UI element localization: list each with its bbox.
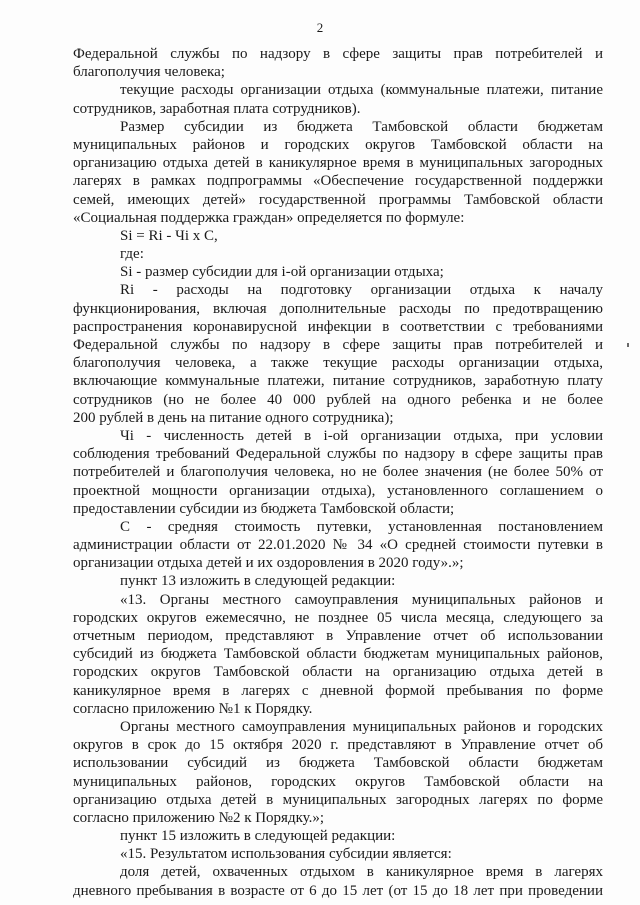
page-number: 2: [316, 20, 324, 35]
text-line: включающие коммунальные платежи, питание сотрудников, заработную плату: [73, 373, 603, 390]
text-line: сотрудников, заработная плата сотрудников).: [73, 100, 361, 117]
text-line: где:: [120, 246, 144, 263]
text-line: муниципальных районов, городских округов Тамбовской области на: [73, 773, 603, 790]
text-line: Органы местного самоуправления муниципальных районов и городских: [120, 718, 603, 735]
text-line: организацию отдыха детей в муниципальных загородных лагерях по форме: [73, 791, 603, 808]
text-line: пункт 13 изложить в следующей редакции:: [120, 573, 396, 590]
text-line: «15. Результатом использования субсидии является:: [120, 846, 452, 863]
text-line: администрации области от 22.01.2020 № 34 «О средней стоимости путевки в: [73, 537, 603, 554]
text-line: лагерях в рамках подпрограммы «Обеспечение государственной поддержки: [73, 173, 603, 190]
text-line: потребителей и благополучия человека, но не более значения (не более 50% от: [73, 464, 603, 481]
text-line: семей, имеющих детей» государственной программы Тамбовской области: [73, 191, 603, 208]
text-line: Si - размер субсидии для i-ой организации отдыха;: [120, 264, 444, 281]
text-line: отчетным периодом, представляют в Управление отчет об использовании: [73, 628, 603, 644]
text-line: текущие расходы организации отдыха (коммунальные платежи, питание: [120, 82, 603, 99]
text-line: «Социальная поддержка граждан» определяется по формуле:: [73, 209, 465, 226]
text-line: каникулярное время в лагерях с дневной формой пребывания по форме: [73, 682, 603, 699]
text-line: пункт 15 изложить в следующей редакции:: [120, 828, 396, 845]
text-line: округов в срок до 15 октября 2020 г. представляют в Управление отчет об: [73, 737, 603, 754]
text-line: городских округов ежемесячно, не позднее 05 числа месяца, следующего за: [73, 609, 603, 626]
text-line: организацию отдыха детей в каникулярное время в муниципальных загородных: [73, 155, 603, 172]
text-line: благополучия человека;: [73, 64, 225, 81]
text-line: Федеральной службы по надзору в сфере защиты прав потребителей и: [73, 46, 603, 62]
scan-margin-mark: [627, 343, 629, 347]
document-body: [73, 45, 603, 900]
text-line: функционирования, включая дополнительные расходы по предотвращению: [73, 300, 603, 317]
text-line: Si = Ri - Чi x С,: [120, 227, 218, 244]
text-line: распространения коронавирусной инфекции в соответствии с требованиями: [73, 318, 603, 335]
text-line: Федеральной службы по надзору в сфере защиты прав потребителей и: [73, 337, 603, 353]
text-line: С - средняя стоимость путевки, установленная постановлением: [120, 518, 603, 535]
text-line: соблюдения требований Федеральной службы по надзору в сфере защиты прав: [73, 446, 603, 463]
text-line: сотрудников (но не более 40 000 рублей на одного ребенка и не более: [73, 391, 603, 408]
text-line: доля детей, охваченных отдыхом в каникулярное время в лагерях: [120, 864, 603, 881]
text-line: «13. Органы местного самоуправления муниципальных районов и: [120, 591, 603, 608]
text-line: муниципальных районов и городских округов Тамбовской области на: [73, 136, 603, 153]
text-line: согласно приложению №1 к Порядку.: [73, 700, 313, 717]
text-line: Чi - численность детей в i-ой организации отдыха, при условии: [120, 427, 603, 444]
text-line: организации отдыха детей и их оздоровления в 2020 году».»;: [73, 555, 464, 572]
text-line: использовании субсидий из бюджета Тамбовской области бюджетам: [73, 755, 603, 772]
text-line: 200 рублей в день на питание одного сотрудника);: [73, 409, 394, 426]
text-line: городских округов Тамбовской области на организацию отдыха детей в: [73, 664, 603, 681]
text-line: дневного пребывания в возрасте от 6 до 15 лет (от 15 до 18 лет при проведении: [73, 882, 603, 899]
text-line: благополучия человека, а также текущие расходы организации отдыха,: [73, 355, 603, 372]
text-line: предоставлении субсидии из бюджета Тамбовской области;: [73, 500, 455, 517]
text-line: согласно приложению №2 к Порядку.»;: [73, 809, 325, 826]
text-line: Размер субсидии из бюджета Тамбовской области бюджетам: [120, 118, 603, 135]
text-line: субсидий из бюджета Тамбовской области бюджетам муниципальных районов,: [73, 646, 603, 663]
text-line: Ri - расходы на подготовку организации отдыха к началу: [120, 282, 603, 299]
text-line: проектной мощности организации отдыха), установленного соглашением о: [73, 482, 603, 499]
